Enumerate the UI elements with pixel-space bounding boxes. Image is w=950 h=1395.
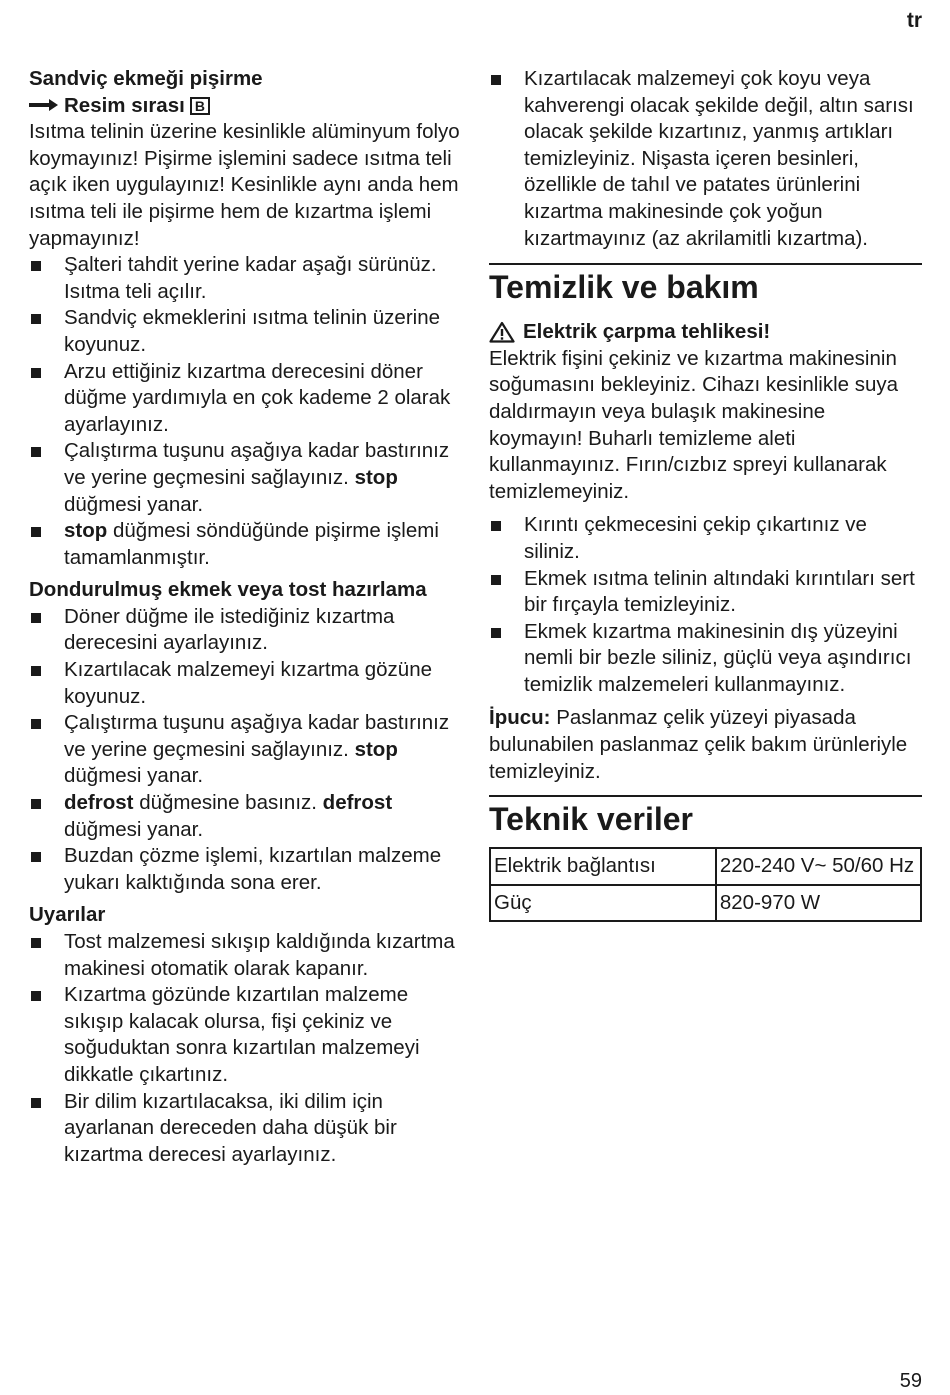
bullet-icon: [491, 521, 501, 531]
cleaning-heading: Temizlik ve bakım: [489, 263, 922, 307]
bullet-icon: [31, 447, 41, 457]
list-item: [29, 252, 469, 305]
list-item-text: Buzdan çözme işlemi, kızartılan malzeme yukarı kalktığında sona erer.: [64, 844, 442, 894]
left-column: [29, 66, 469, 1168]
list-item: [29, 982, 469, 1088]
list-item: [489, 566, 922, 619]
list-item-text: Çalıştırma tuşunu aşağıya kadar bastırınız ve yerine geçmesini sağlayınız.: [64, 439, 450, 489]
list-item: [29, 438, 469, 518]
stop-keyword: stop: [354, 465, 398, 489]
list-item: [489, 66, 922, 252]
tip-label: İpucu:: [489, 706, 551, 730]
bullet-icon: [31, 368, 41, 378]
picture-sequence-box: B: [190, 97, 210, 115]
list-item-text: Kızartılacak malzemeyi kızartma gözüne koyunuz.: [64, 658, 432, 708]
list-item-text: Tost malzemesi sıkışıp kaldığında kızartma makinesi otomatik olarak kapanır.: [64, 930, 455, 980]
stop-keyword: stop: [354, 737, 398, 761]
bullet-icon: [491, 575, 501, 585]
bullet-icon: [31, 666, 41, 676]
bullet-icon: [31, 719, 41, 729]
bullet-icon: [491, 75, 501, 85]
defrost-keyword: defrost: [322, 791, 393, 815]
list-item: [489, 619, 922, 699]
list-item-text: Arzu ettiğiniz kızartma derecesini döner düğme yardımıyla en çok kademe 2 olarak ayarlayınız.: [64, 359, 451, 436]
bullet-icon: [31, 938, 41, 948]
bullet-icon: [31, 991, 41, 1001]
list-item: [29, 790, 469, 843]
list-item-text: düğmesi yanar.: [64, 764, 204, 788]
list-item: [29, 657, 469, 710]
sandwich-heading: Sandviç ekmeği pişirme: [29, 67, 263, 90]
list-item: [29, 1089, 469, 1169]
list-item-text: Döner düğme ile istediğiniz kızartma derecesini ayarlayınız.: [64, 604, 395, 655]
list-item-text: düğmesine basınız.: [139, 791, 317, 815]
cleaning-steps: [489, 512, 922, 698]
picture-sequence-line: [29, 93, 469, 120]
list-item: [29, 710, 469, 790]
bullet-icon: [31, 527, 41, 537]
defrost-keyword: defrost: [64, 791, 134, 815]
tip-paragraph: [489, 705, 922, 785]
list-item-text: Ekmek ısıtma telinin altındaki kırıntıları sert bir fırçayla temizleyiniz.: [524, 566, 915, 617]
list-item-text: Kızartma gözünde kızartılan malzeme sıkışıp kalacak olursa, fişi çekiniz ve soğuduktan sonra kızartılan malzemeyi dikkatle çıkartınız.: [64, 983, 420, 1086]
language-code: tr: [906, 9, 922, 32]
warnings-heading: Uyarılar: [29, 903, 106, 927]
warning-triangle-icon: [489, 321, 515, 343]
tech-heading: Teknik veriler: [489, 795, 922, 839]
list-item-text: Ekmek kızartma makinesinin dış yüzeyini nemli bir bezle siliniz, güçlü veya aşındırıcı temizlik malzemeleri kullanmayınız.: [524, 619, 912, 696]
list-item-text: Şalteri tahdit yerine kadar aşağı sürünüz. Isıtma teli açılır.: [64, 253, 437, 303]
list-item-text: Bir dilim kızartılacaksa, iki dilim için ayarlanan dereceden daha düşük bir kızartma derecesi ayarlayınız.: [64, 1089, 397, 1166]
bullet-icon: [31, 314, 41, 324]
warnings-list: [29, 929, 469, 1168]
bullet-icon: [31, 799, 41, 809]
stop-keyword: stop: [64, 519, 108, 543]
table-row: [490, 885, 921, 922]
table-cell-label: Güç: [490, 885, 716, 922]
sandwich-intro: Isıtma telinin üzerine kesinlikle alüminyum folyo koymayınız! Pişirme işlemini sadece ısıtma teli açık iken uygulayınız! Kesinlikle aynı anda hem ısıtma teli ile pişirme hem de kızartma işlemi yapmayınız!: [29, 120, 460, 250]
table-cell-value: 220-240 V~ 50/60 Hz: [716, 848, 921, 885]
tech-table: [489, 847, 922, 922]
bullet-icon: [31, 613, 41, 623]
warning-text: Elektrik fişini çekiniz ve kızartma makinesinin soğumasını bekleyiniz. Cihazı kesinlikle suya daldırmayın veya bulaşık makinesine koymayın! Buharlı temizleme aleti kullanmayınız. Fırın/cızbız spreyi kullanarak temizlemeyiniz.: [489, 346, 899, 503]
right-column: [489, 66, 922, 922]
bullet-icon: [31, 852, 41, 862]
browning-list: [489, 66, 922, 252]
list-item: [29, 843, 469, 896]
electric-warning: [489, 319, 922, 346]
page-number: 59: [899, 1370, 922, 1393]
list-item-text: düğmesi yanar.: [64, 817, 204, 841]
bullet-icon: [31, 261, 41, 271]
list-item: [29, 305, 469, 358]
list-item-text: düğmesi yanar.: [64, 492, 204, 516]
list-item-text: Kızartılacak malzemeyi çok koyu veya kahverengi olacak şekilde değil, altın sarısı olacak şekilde kızartınız, yanmış artıkları temizleyiniz. Nişasta içeren besinleri, özellikle de tahıl ve patates ürünlerini kızartma makinesinde çok yoğun kızartmayınız (az akrilamitli kızartma).: [524, 67, 914, 250]
arrow-right-icon: [29, 93, 59, 120]
table-cell-label: Elektrik bağlantısı: [490, 848, 716, 885]
list-item: [29, 604, 469, 657]
frozen-heading: Dondurulmuş ekmek veya tost hazırlama: [29, 578, 427, 602]
bullet-icon: [31, 1098, 41, 1108]
warning-title: Elektrik çarpma tehlikesi!: [523, 320, 771, 344]
list-item: [489, 512, 922, 565]
table-cell-value: 820-970 W: [716, 885, 921, 922]
frozen-steps: [29, 604, 469, 897]
list-item-text: düğmesi söndüğünde pişirme işlemi tamamlanmıştır.: [64, 519, 439, 569]
sandwich-steps: [29, 252, 469, 571]
list-item-text: Çalıştırma tuşunu aşağıya kadar bastırınız ve yerine geçmesini sağlayınız.: [64, 711, 450, 761]
list-item: [29, 359, 469, 439]
picture-sequence-label: Resim sırası: [64, 93, 185, 117]
list-item: [29, 518, 469, 571]
list-item-text: Sandviç ekmeklerini ısıtma telinin üzerine koyunuz.: [64, 306, 440, 356]
list-item: [29, 929, 469, 982]
table-row: [490, 848, 921, 885]
list-item-text: Kırıntı çekmecesini çekip çıkartınız ve siliniz.: [524, 513, 867, 563]
bullet-icon: [491, 628, 501, 638]
tip-text: Paslanmaz çelik yüzeyi piyasada bulunabilen paslanmaz çelik bakım ürünleriyle temizleyiniz.: [489, 706, 908, 783]
